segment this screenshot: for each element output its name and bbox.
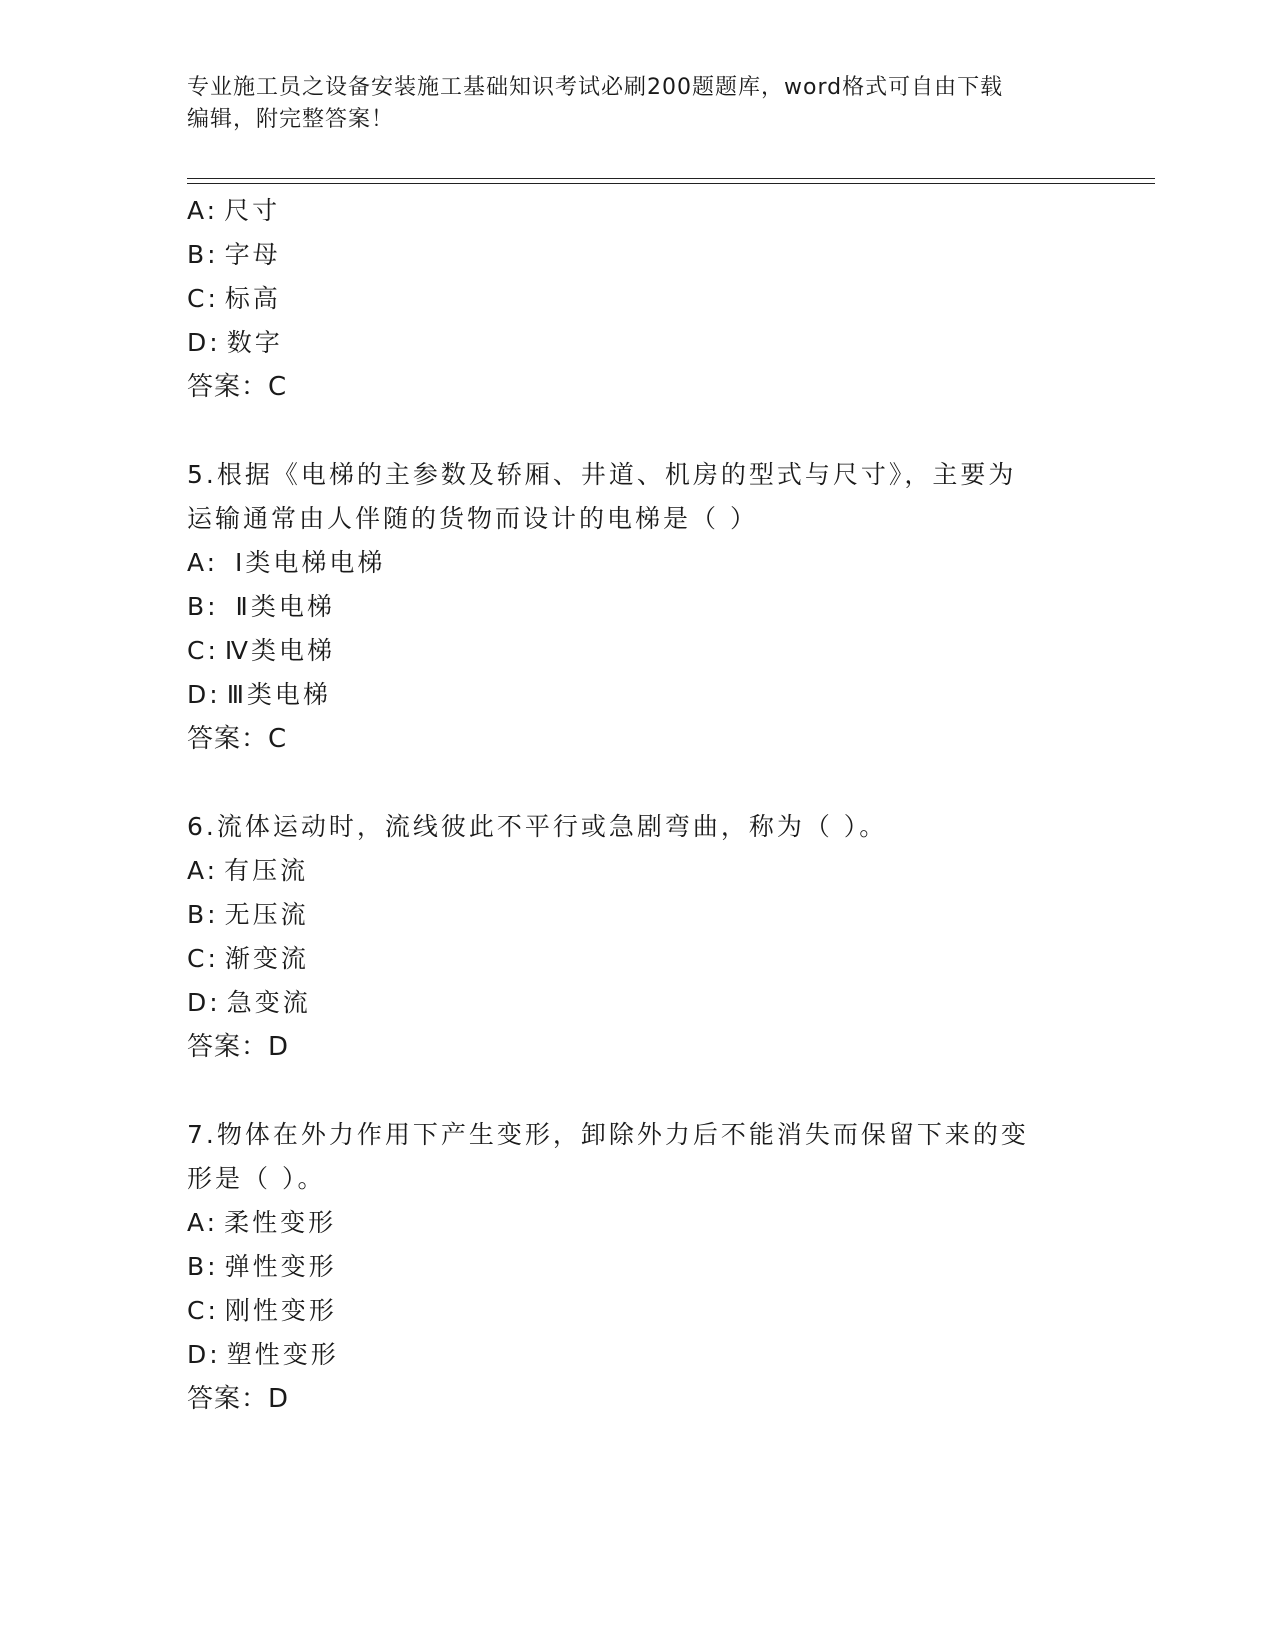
header-line-1: 专业施工员之设备安装施工基础知识考试必刷200题题库，word格式可自由下载 <box>187 75 1004 100</box>
q6-option-c: C: 渐变流 <box>187 944 309 973</box>
q7-option-c: C: 刚性变形 <box>187 1296 337 1325</box>
q4-option-b: B: 字母 <box>187 240 281 269</box>
q5-option-a: A: Ⅰ类电梯电梯 <box>187 548 386 577</box>
q6-answer: 答案：D <box>187 1032 290 1062</box>
header-divider-bottom <box>187 183 1155 184</box>
q5-option-d: D: Ⅲ类电梯 <box>187 680 331 709</box>
q5-option-b: B: Ⅱ类电梯 <box>187 592 335 621</box>
q6-option-a: A: 有压流 <box>187 856 309 885</box>
header-divider-top <box>187 178 1155 179</box>
q7-stem-line-1: 7.物体在外力作用下产生变形，卸除外力后不能消失而保留下来的变 <box>187 1120 1029 1149</box>
q7-option-b: B: 弹性变形 <box>187 1252 337 1281</box>
q4-option-a: A: 尺寸 <box>187 196 281 225</box>
q4-option-d: D: 数字 <box>187 328 283 357</box>
q6-stem-line-1: 6.流体运动时，流线彼此不平行或急剧弯曲，称为（ ）。 <box>187 812 888 841</box>
q4-option-c: C: 标高 <box>187 284 281 313</box>
q5-stem-line-1: 5.根据《电梯的主参数及轿厢、井道、机房的型式与尺寸》，主要为 <box>187 460 1017 489</box>
q5-answer: 答案：C <box>187 724 288 754</box>
q6-option-d: D: 急变流 <box>187 988 311 1017</box>
q7-stem-line-2: 形是（ ）。 <box>187 1164 326 1193</box>
q7-option-d: D: 塑性变形 <box>187 1340 339 1369</box>
header-line-2: 编辑，附完整答案！ <box>187 107 395 132</box>
q6-option-b: B: 无压流 <box>187 900 309 929</box>
document-header <box>187 72 1087 136</box>
q7-answer: 答案：D <box>187 1384 290 1414</box>
q5-stem-line-2: 运输通常由人伴随的货物而设计的电梯是（ ） <box>187 504 758 533</box>
q7-option-a: A: 柔性变形 <box>187 1208 337 1237</box>
q4-answer: 答案：C <box>187 372 288 402</box>
q5-option-c: C: Ⅳ类电梯 <box>187 636 335 665</box>
